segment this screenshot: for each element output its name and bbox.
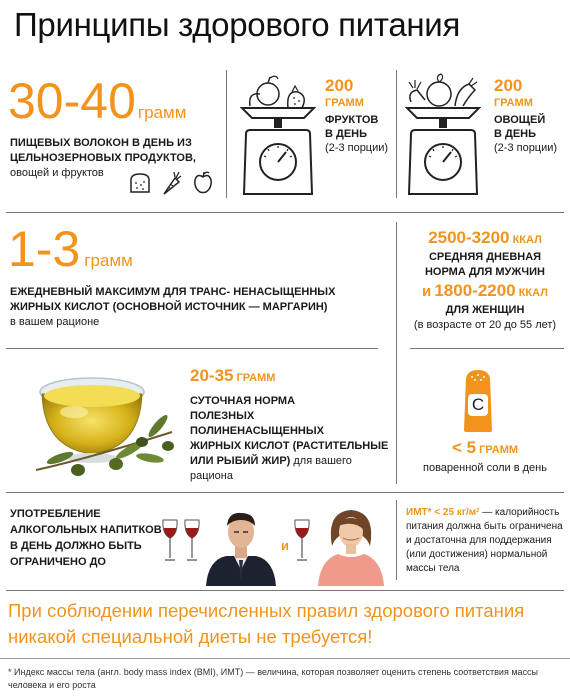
divider-vertical-top-2 <box>396 70 397 198</box>
wine-glasses-man-icon <box>160 518 202 564</box>
pufa-amount-line <box>190 368 390 386</box>
calories-men-amount: 2500-3200 <box>428 228 510 247</box>
conclusion-line1: При соблюдении перечисленных правил здорового питания <box>8 600 525 621</box>
calories-line1: СРЕДНЯЯ ДНЕВНАЯ <box>428 251 542 263</box>
pufa-line2: ПОЛЕЗНЫХ ПОЛИНЕНАСЫЩЕННЫХ <box>190 410 324 437</box>
vegetable-scale-icon <box>405 72 481 198</box>
carrot-icon <box>160 170 182 196</box>
fiber-description-rest: овощей и фруктов <box>10 167 104 179</box>
salt-text <box>404 440 566 476</box>
bmi-text <box>406 506 570 576</box>
calories-line3: ДЛЯ ЖЕНЩИН <box>445 304 525 316</box>
bmi-text1: — калорийность <box>479 507 560 518</box>
calories-men-line <box>400 230 570 248</box>
salt-amount-line <box>404 440 566 458</box>
conclusion <box>8 598 568 650</box>
salt-description: поваренной соли в день <box>423 462 547 474</box>
divider-vertical-bottom <box>396 500 397 580</box>
pufa-line4 <box>190 454 390 469</box>
trans-fat-unit: грамм <box>84 251 133 270</box>
divider-horizontal-2 <box>6 348 378 349</box>
alcohol-line1: УПОТРЕБЛЕНИЕ <box>10 508 101 520</box>
divider-horizontal-1 <box>6 212 564 213</box>
page-title: Принципы здорового питания <box>14 6 461 43</box>
vegetables-text <box>494 76 570 155</box>
divider-horizontal-6 <box>0 658 570 659</box>
fruits-unit: ГРАММ <box>325 97 364 109</box>
fiber-unit: грамм <box>137 103 187 122</box>
vegetables-portions: (2-3 порции) <box>494 142 558 154</box>
pufa-line4-rest: для вашего <box>290 455 352 467</box>
pufa-unit: ГРАММ <box>236 372 276 384</box>
calories-age: (в возрасте от 20 до 55 лет) <box>413 319 557 331</box>
calories-men-unit: ККАЛ <box>512 234 542 246</box>
fiber-amount: 30-40 <box>8 73 136 129</box>
pufa-amount: 20-35 <box>190 366 234 385</box>
fiber-amount-block <box>8 73 187 129</box>
bmi-text2: питания должна быть ограничена <box>406 521 563 532</box>
footnote-line2: человека и его роста <box>8 680 96 690</box>
trans-fat-description <box>10 285 380 330</box>
alcohol-line2: АЛКОГОЛЬНЫХ НАПИТКОВ <box>10 524 162 536</box>
calories-line2: НОРМА ДЛЯ МУЖЧИН <box>424 266 546 278</box>
pufa-line4-bold: ИЛИ РЫБИЙ ЖИР) <box>190 455 291 467</box>
vegetables-unit: ГРАММ <box>494 97 533 109</box>
bmi-text4: (или достижения) нормальной <box>406 549 548 560</box>
bmi-line1 <box>406 506 570 520</box>
pufa-line3: ЖИРНЫХ КИСЛОТ (РАСТИТЕЛЬНЫЕ <box>190 440 389 452</box>
fruits-per-day: В ДЕНЬ <box>325 128 368 140</box>
alcohol-line3: В ДЕНЬ ДОЛЖНО БЫТЬ <box>10 540 142 552</box>
calories-women-line <box>400 283 570 301</box>
alcohol-text <box>10 506 170 570</box>
alcohol-line4: ОГРАНИЧЕНО ДО <box>10 556 106 568</box>
fruits-label: ФРУКТОВ <box>325 114 379 126</box>
calories-women-amount: 1800-2200 <box>434 281 516 300</box>
apple-icon <box>192 170 214 194</box>
man-image <box>204 508 278 586</box>
vegetables-label: ОВОЩЕЙ <box>494 114 546 126</box>
divider-horizontal-4 <box>6 492 564 493</box>
olive-oil-bowl-image <box>30 362 180 480</box>
divider-horizontal-3 <box>410 348 564 349</box>
salt-shaker-icon <box>460 368 496 434</box>
fruits-amount: 200 <box>325 76 354 95</box>
bmi-label: ИМТ* < 25 кг/м² <box>406 507 480 518</box>
salt-unit: ГРАММ <box>479 444 519 456</box>
vegetables-amount: 200 <box>494 76 523 95</box>
pufa-line1: СУТОЧНАЯ НОРМА <box>190 395 296 407</box>
calories-block <box>400 230 570 333</box>
trans-fat-amount: 1-3 <box>8 221 81 277</box>
fruits-portions: (2-3 порции) <box>325 142 389 154</box>
fruits-text <box>325 76 405 155</box>
wine-glass-woman-icon <box>292 518 312 564</box>
pufa-block <box>190 368 390 484</box>
salt-letter: С <box>471 395 485 414</box>
bmi-text5: массы тела <box>406 563 460 574</box>
vegetables-per-day: В ДЕНЬ <box>494 128 537 140</box>
divider-horizontal-5 <box>6 590 564 591</box>
bread-icon <box>128 172 152 194</box>
footnote-line1: * Индекс массы тела (англ. body mass index (BMI), ИМТ) — величина, которая позволяет оценить степень соответствия массы <box>8 667 538 677</box>
divider-vertical-middle <box>396 222 397 484</box>
pufa-line5: рациона <box>190 470 233 482</box>
trans-fat-description-rest: в вашем рационе <box>10 316 100 328</box>
bmi-text3: и достаточна для поддержания <box>406 535 552 546</box>
footnote <box>8 666 564 692</box>
fruit-scale-icon <box>240 72 316 198</box>
trans-fat-description-bold: ЕЖЕДНЕВНЫЙ МАКСИМУМ ДЛЯ ТРАНС- НЕНАСЫЩЕННЫХ ЖИРНЫХ КИСЛОТ (ОСНОВНОЙ ИСТОЧНИК — МАРГАРИН) <box>10 286 336 313</box>
woman-image <box>314 506 388 586</box>
calories-women-unit: ККАЛ <box>518 287 548 299</box>
alcohol-and: и <box>281 538 289 553</box>
calories-and: и <box>422 283 432 300</box>
trans-fat-amount-block <box>8 221 133 277</box>
salt-amount: < 5 <box>451 438 477 457</box>
fiber-description-bold: ПИЩЕВЫХ ВОЛОКОН В ДЕНЬ ИЗ ЦЕЛЬНОЗЕРНОВЫХ ПРОДУКТОВ, <box>10 137 196 164</box>
divider-vertical-top-1 <box>226 70 227 198</box>
conclusion-line2: никакой специальной диеты не требуется! <box>8 626 373 647</box>
